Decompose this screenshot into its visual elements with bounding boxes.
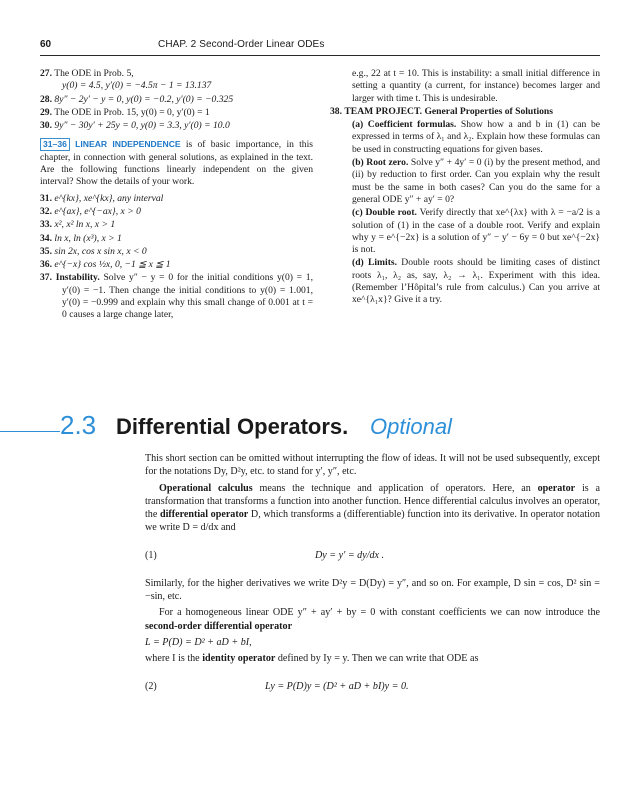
section-number: 2.3 — [60, 410, 97, 440]
page-number: 60 — [40, 39, 52, 50]
problem-30: 30. 9y″ − 30y′ + 25y = 0, y(0) = 3.3, y′(0) = 10.0 — [40, 120, 230, 132]
problem-range-box: 31–36 — [40, 138, 70, 151]
paragraph-higher-derivatives: Similarly, for the higher derivatives we write D²y = D(Dy) = y″, and so on. For example, D sin = cos, D² sin = −sin, etc. — [145, 577, 600, 603]
part-d: (d) Limits. Double roots should be limiting cases of distinct roots λ₁, λ₂ as, say, λ₂ → λ₁. Experiment with this idea. (Remember l’Hôpital’s rule from calculus.) Can you arrive at xe^{λ₁x}? Give it a try. — [352, 257, 601, 306]
problem-38: 38. TEAM PROJECT. General Properties of Solutions — [330, 105, 553, 117]
part-a: (a) Coefficient formulas. Show how a and b in (1) can be expressed in terms of λ₁ and λ₂. Explain how these formulas can be used in constructing equations for given bases. — [352, 119, 601, 155]
part-c: (c) Double root. Verify directly that xe^{λx} with λ = −a/2 is a solution of (1) in the case of a double root. Verify and explain why y = e^{−2x} is a solution of y″ − y′ − 6y = 0 but xe^{−2x} is not. — [352, 207, 600, 256]
paragraph-intro: This short section can be omitted without interrupting the flow of ideas. It will not be used subsequently, except for the notations Dy, D²y, etc. to stand for y′, y″, etc. — [145, 453, 600, 478]
problem-29: 29. The ODE in Prob. 15, y(0) = 0, y′(0) = 1 — [40, 106, 210, 118]
part-b: (b) Root zero. Solve y″ + 4y′ = 0 (i) by the present method, and (ii) by reduction to first order. Can you explain why the result must be the same in both cases? Can you do the same for a general ODE y″ + ay′ = 0? — [352, 157, 600, 205]
section-rule — [0, 431, 60, 432]
problem-item: 34. ln x, ln (x³), x > 1 — [40, 232, 122, 244]
left-column — [40, 68, 313, 323]
paragraph-homogeneous: For a homogeneous linear ODE y″ + ay′ + by = 0 with constant coefficients we can now introduce the second-order differential operator — [145, 607, 600, 632]
equation-operator-L: L = P(D) = D² + aD + bI, — [145, 636, 252, 648]
problem-37: 37. Instability. Solve y″ − y = 0 for the initial conditions y(0) = 1, y′(0) = −1. Then change the initial conditions to y(0) = 1.001, y′(0) = −0.999 and explain why this small change of 0.001 at t = 0 causes a large change later, — [40, 272, 314, 321]
problem-item: 36. e^{−x} cos ½x, 0, −1 ≦ x ≦ 1 — [40, 259, 171, 271]
section-body — [145, 452, 600, 708]
section-optional-tag: Optional — [370, 414, 452, 439]
page-header — [40, 39, 600, 55]
section-title: Differential Operators. — [116, 414, 349, 439]
problem-37-continued: e.g., 22 at t = 10. This is instability: a small initial difference in setting a quantity (a current, for instance) becomes larger and larger with time t. This is undesirable. — [352, 68, 600, 104]
problem-item: 33. x², x² ln x, x > 1 — [40, 219, 116, 231]
problem-28: 28. 8y″ − 2y′ − y = 0, y(0) = −0.2, y′(0) = −0.325 — [40, 93, 234, 105]
topic-heading: LINEAR INDEPENDENCE — [75, 139, 181, 150]
section-heading — [60, 410, 600, 444]
equation-2-body: Ly = P(D)y = (D² + aD + bI)y = 0. — [265, 680, 409, 692]
problem-item: 35. sin 2x, cos x sin x, x < 0 — [40, 245, 147, 257]
right-column — [330, 68, 600, 308]
equation-1-body: Dy = y′ = dy/dx . — [315, 549, 385, 561]
equation-2 — [145, 676, 600, 698]
equation-1-label: (1) — [145, 549, 157, 561]
problem-list — [40, 193, 313, 272]
problem-27: 27. The ODE in Prob. 5, y(0) = 4.5, y′(0) = −4.5π − 1 = 13.137 — [40, 68, 212, 92]
paragraph-operational-calculus: Operational calculus means the technique and application of operators. Here, an operator is a transformation that transforms a function into another function. Hence differential calculus involves an operator, the differential operator D, which transforms a (differentiable) function into its derivative. In operator notation we write D = d/dx and — [145, 482, 601, 534]
linear-independence-intro: 31–36 LINEAR INDEPENDENCE is of basic importance, in this chapter, in connection with general solutions, as explained in the text. Are the following functions linearly independent on the given interval? Show the details of your work. — [40, 139, 313, 188]
problem-item: 32. e^{ax}, e^{−ax}, x > 0 — [40, 205, 141, 217]
equation-1 — [145, 545, 600, 567]
chapter-title: CHAP. 2 Second-Order Linear ODEs — [158, 39, 325, 50]
paragraph-identity: where I is the identity operator defined by Iy = y. Then we can write that ODE as — [145, 653, 479, 665]
equation-2-label: (2) — [145, 680, 157, 692]
header-rule — [40, 55, 600, 56]
problem-item: 31. e^{kx}, xe^{kx}, any interval — [40, 192, 164, 204]
